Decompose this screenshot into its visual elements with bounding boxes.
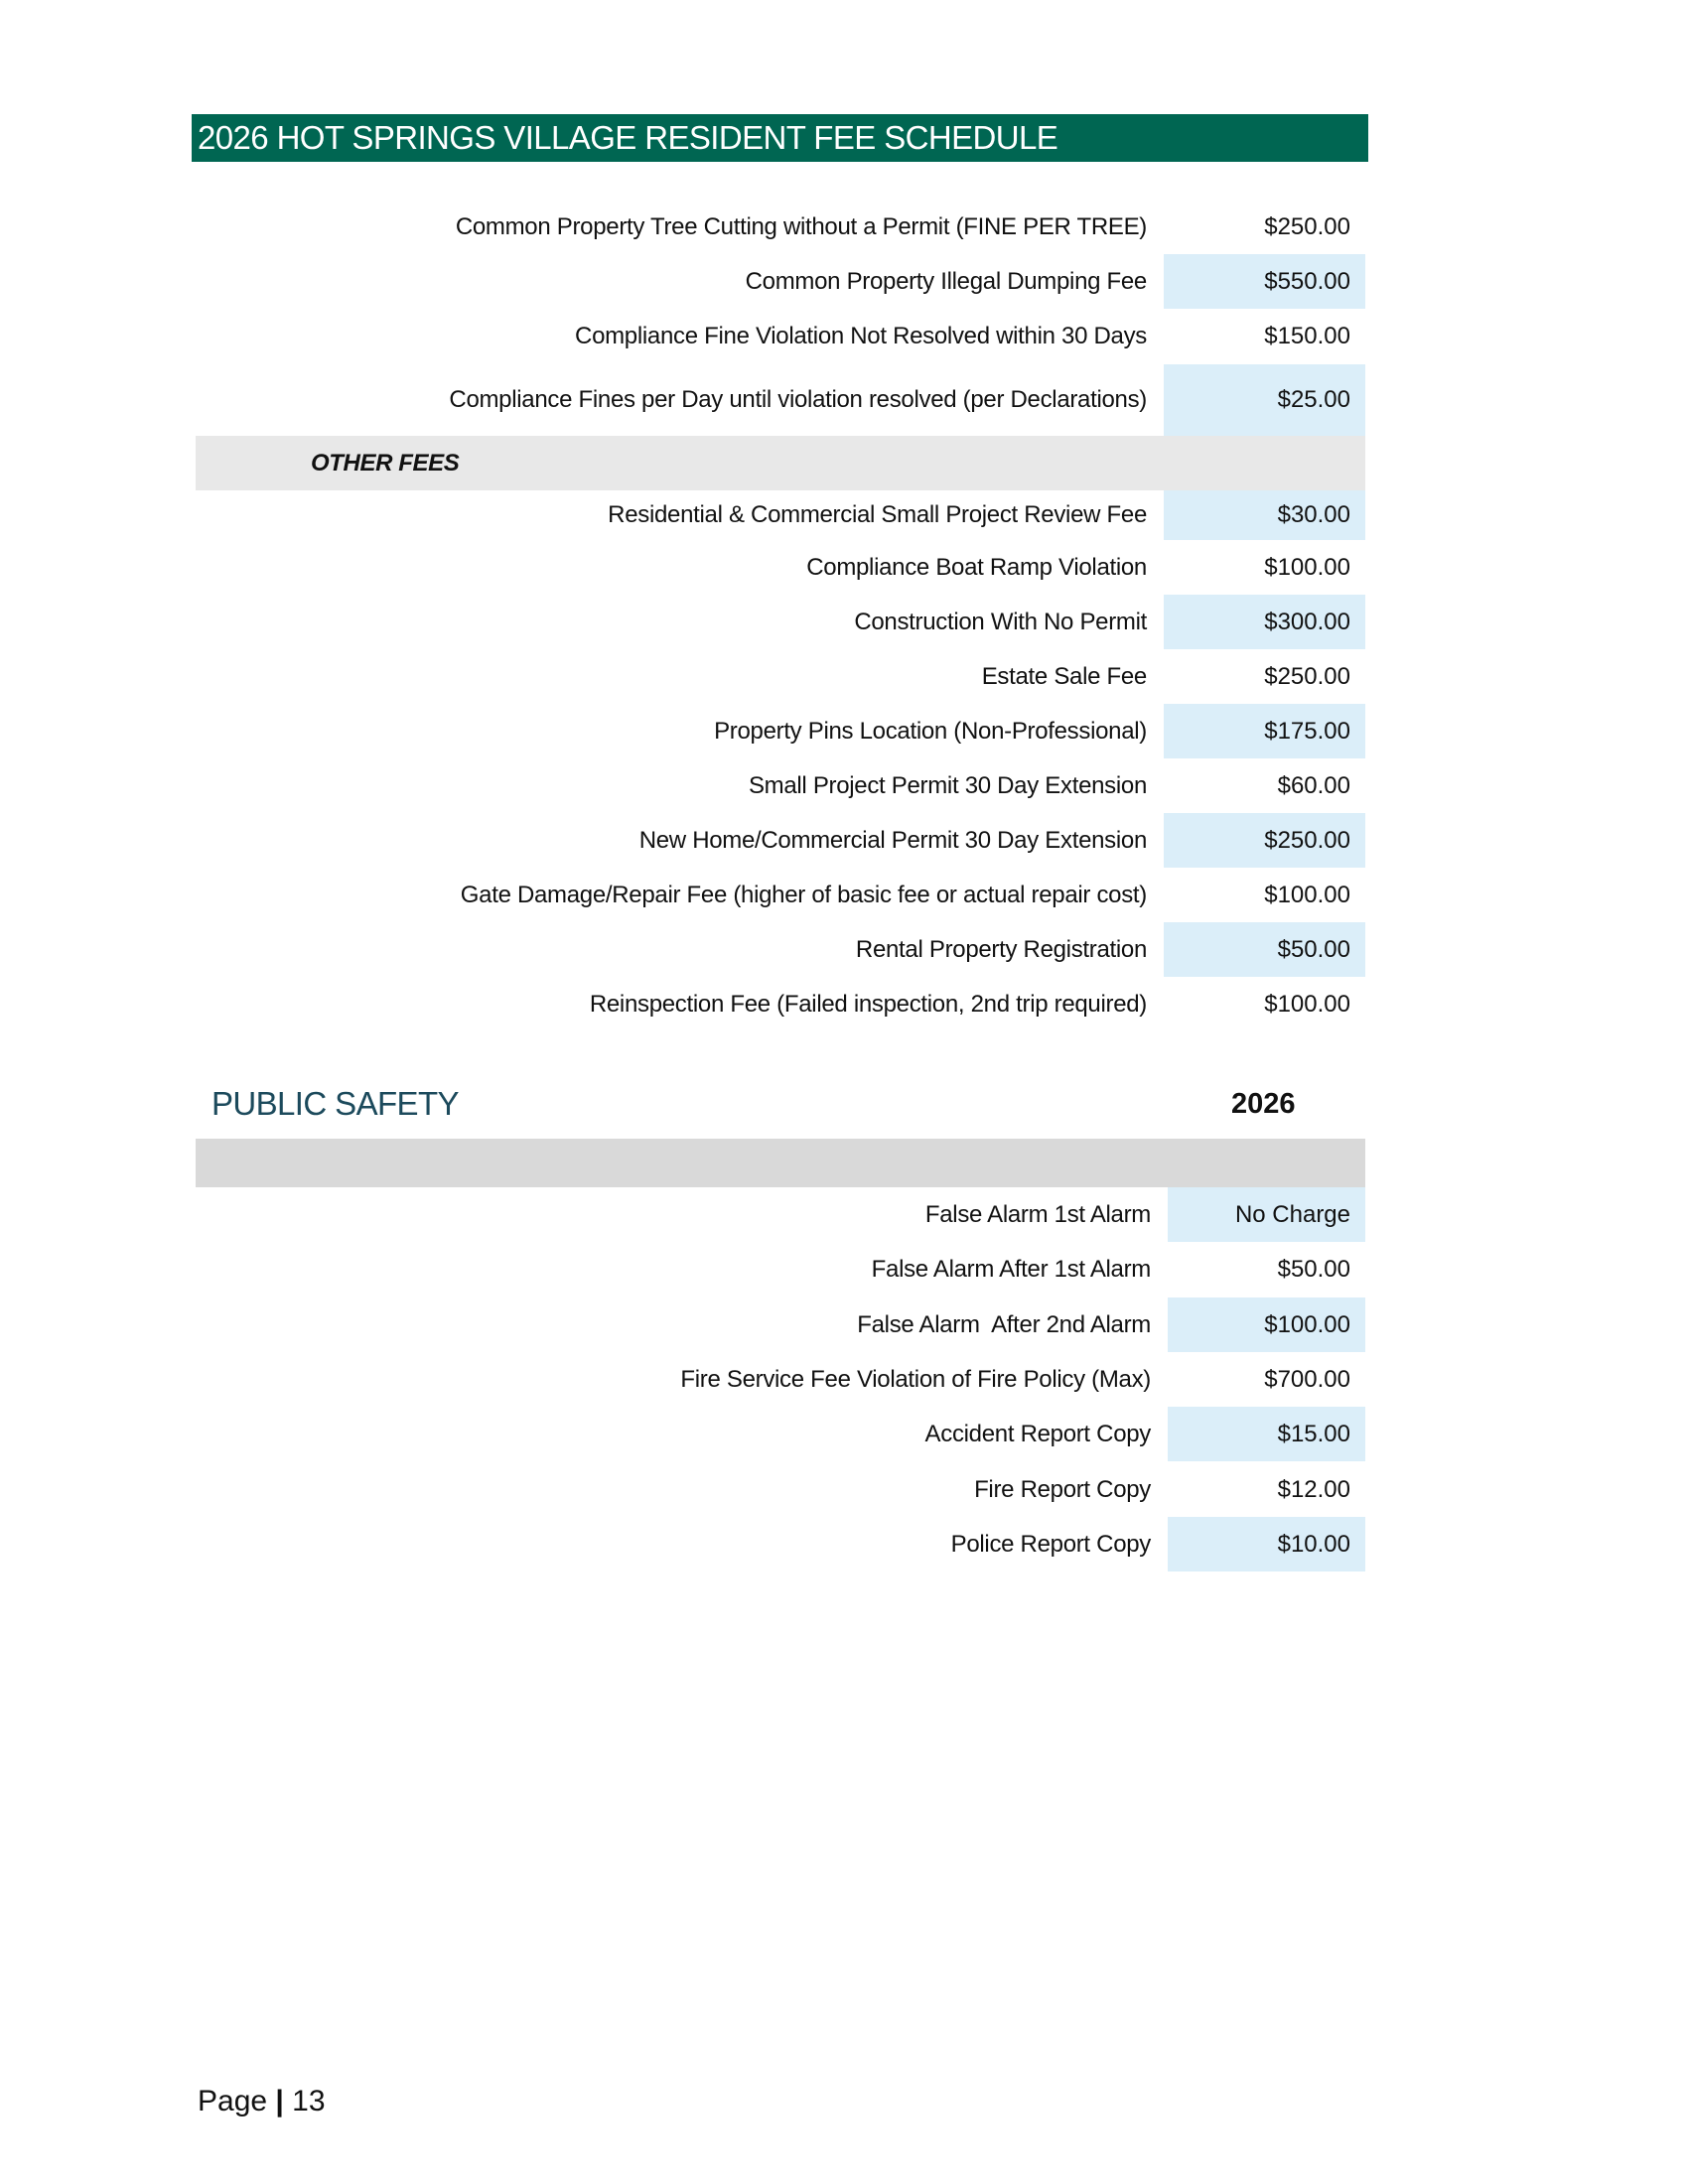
- fee-value: $250.00: [1264, 212, 1350, 240]
- fee-row: [196, 1517, 1365, 1571]
- page-word: Page: [198, 2085, 268, 2117]
- fee-row: [196, 1242, 1365, 1297]
- other-fees-section-header: [196, 436, 1365, 490]
- fee-label: Fire Report Copy: [974, 1475, 1151, 1503]
- fee-value: $30.00: [1164, 490, 1365, 540]
- fee-row: [196, 200, 1365, 254]
- fee-label: Estate Sale Fee: [981, 662, 1147, 690]
- fee-value: $15.00: [1168, 1407, 1365, 1461]
- fee-value: $100.00: [1168, 1297, 1365, 1352]
- fee-value: $175.00: [1164, 704, 1365, 758]
- fee-value: $12.00: [1277, 1475, 1350, 1503]
- fee-label: Compliance Fines per Day until violation resolved (per Declarations): [449, 386, 1147, 413]
- fee-label: Reinspection Fee (Failed inspection, 2nd trip required): [589, 990, 1147, 1018]
- fee-value: $300.00: [1164, 595, 1365, 649]
- document-title: 2026 HOT SPRINGS VILLAGE RESIDENT FEE SCHEDULE: [192, 114, 1368, 162]
- fee-label: Fire Service Fee Violation of Fire Policy (Max): [680, 1365, 1151, 1393]
- page-separator: |: [275, 2085, 284, 2117]
- fee-row: [196, 649, 1365, 704]
- fee-label: Police Report Copy: [950, 1530, 1151, 1558]
- fee-value: $60.00: [1277, 771, 1350, 799]
- fee-row: [196, 309, 1365, 363]
- fee-row: [196, 977, 1365, 1031]
- fee-label: Common Property Tree Cutting without a Permit (FINE PER TREE): [455, 212, 1147, 240]
- fee-value: $250.00: [1264, 662, 1350, 690]
- public-safety-title: PUBLIC SAFETY: [211, 1085, 459, 1122]
- fee-row: [196, 868, 1365, 922]
- fee-label: False Alarm 1st Alarm: [924, 1200, 1151, 1228]
- page-footer: [198, 2085, 326, 2118]
- fee-row: [196, 1187, 1365, 1242]
- fee-label: Common Property Illegal Dumping Fee: [745, 267, 1147, 295]
- fee-row: [196, 1462, 1365, 1517]
- page-number: 13: [292, 2085, 326, 2117]
- fee-value: $25.00: [1164, 364, 1365, 436]
- fee-label: Accident Report Copy: [924, 1420, 1151, 1447]
- fee-value: $50.00: [1277, 1255, 1350, 1283]
- fee-value: $250.00: [1164, 813, 1365, 868]
- public-safety-header-band: [196, 1139, 1365, 1187]
- fee-label: Small Project Permit 30 Day Extension: [748, 771, 1147, 799]
- fee-row: [196, 254, 1365, 309]
- fee-label: Rental Property Registration: [855, 935, 1147, 963]
- fee-label: Gate Damage/Repair Fee (higher of basic fee or actual repair cost): [460, 881, 1147, 908]
- fee-row: [196, 490, 1365, 540]
- fee-label: Compliance Boat Ramp Violation: [806, 553, 1147, 581]
- fee-row: [196, 364, 1365, 436]
- fee-label: False Alarm After 2nd Alarm: [857, 1310, 1151, 1338]
- fee-value: $700.00: [1264, 1365, 1350, 1393]
- fee-row: [196, 704, 1365, 758]
- fee-value: $100.00: [1264, 881, 1350, 908]
- fee-row: [196, 1407, 1365, 1461]
- fee-row: [196, 1297, 1365, 1352]
- fee-label: False Alarm After 1st Alarm: [871, 1255, 1151, 1283]
- fee-value: $100.00: [1264, 990, 1350, 1018]
- fee-value: $100.00: [1264, 553, 1350, 581]
- fee-label: Property Pins Location (Non-Professional): [714, 717, 1147, 745]
- fee-label: Residential & Commercial Small Project Review Fee: [608, 501, 1147, 528]
- fee-row: [196, 813, 1365, 868]
- fee-row: [196, 1352, 1365, 1407]
- public-safety-year: 2026: [1231, 1088, 1296, 1120]
- fee-label: Construction With No Permit: [854, 608, 1147, 635]
- fee-row: [196, 595, 1365, 649]
- fee-label: New Home/Commercial Permit 30 Day Extension: [638, 826, 1147, 854]
- fee-label: Compliance Fine Violation Not Resolved within 30 Days: [575, 322, 1147, 349]
- fee-row: [196, 922, 1365, 977]
- fee-row: [196, 758, 1365, 813]
- fee-value: $150.00: [1264, 322, 1350, 349]
- fee-value: No Charge: [1168, 1187, 1365, 1242]
- fee-row: [196, 540, 1365, 595]
- section-heading: OTHER FEES: [311, 449, 460, 477]
- fee-value: $10.00: [1168, 1517, 1365, 1571]
- fee-value: $550.00: [1164, 254, 1365, 309]
- fee-value: $50.00: [1164, 922, 1365, 977]
